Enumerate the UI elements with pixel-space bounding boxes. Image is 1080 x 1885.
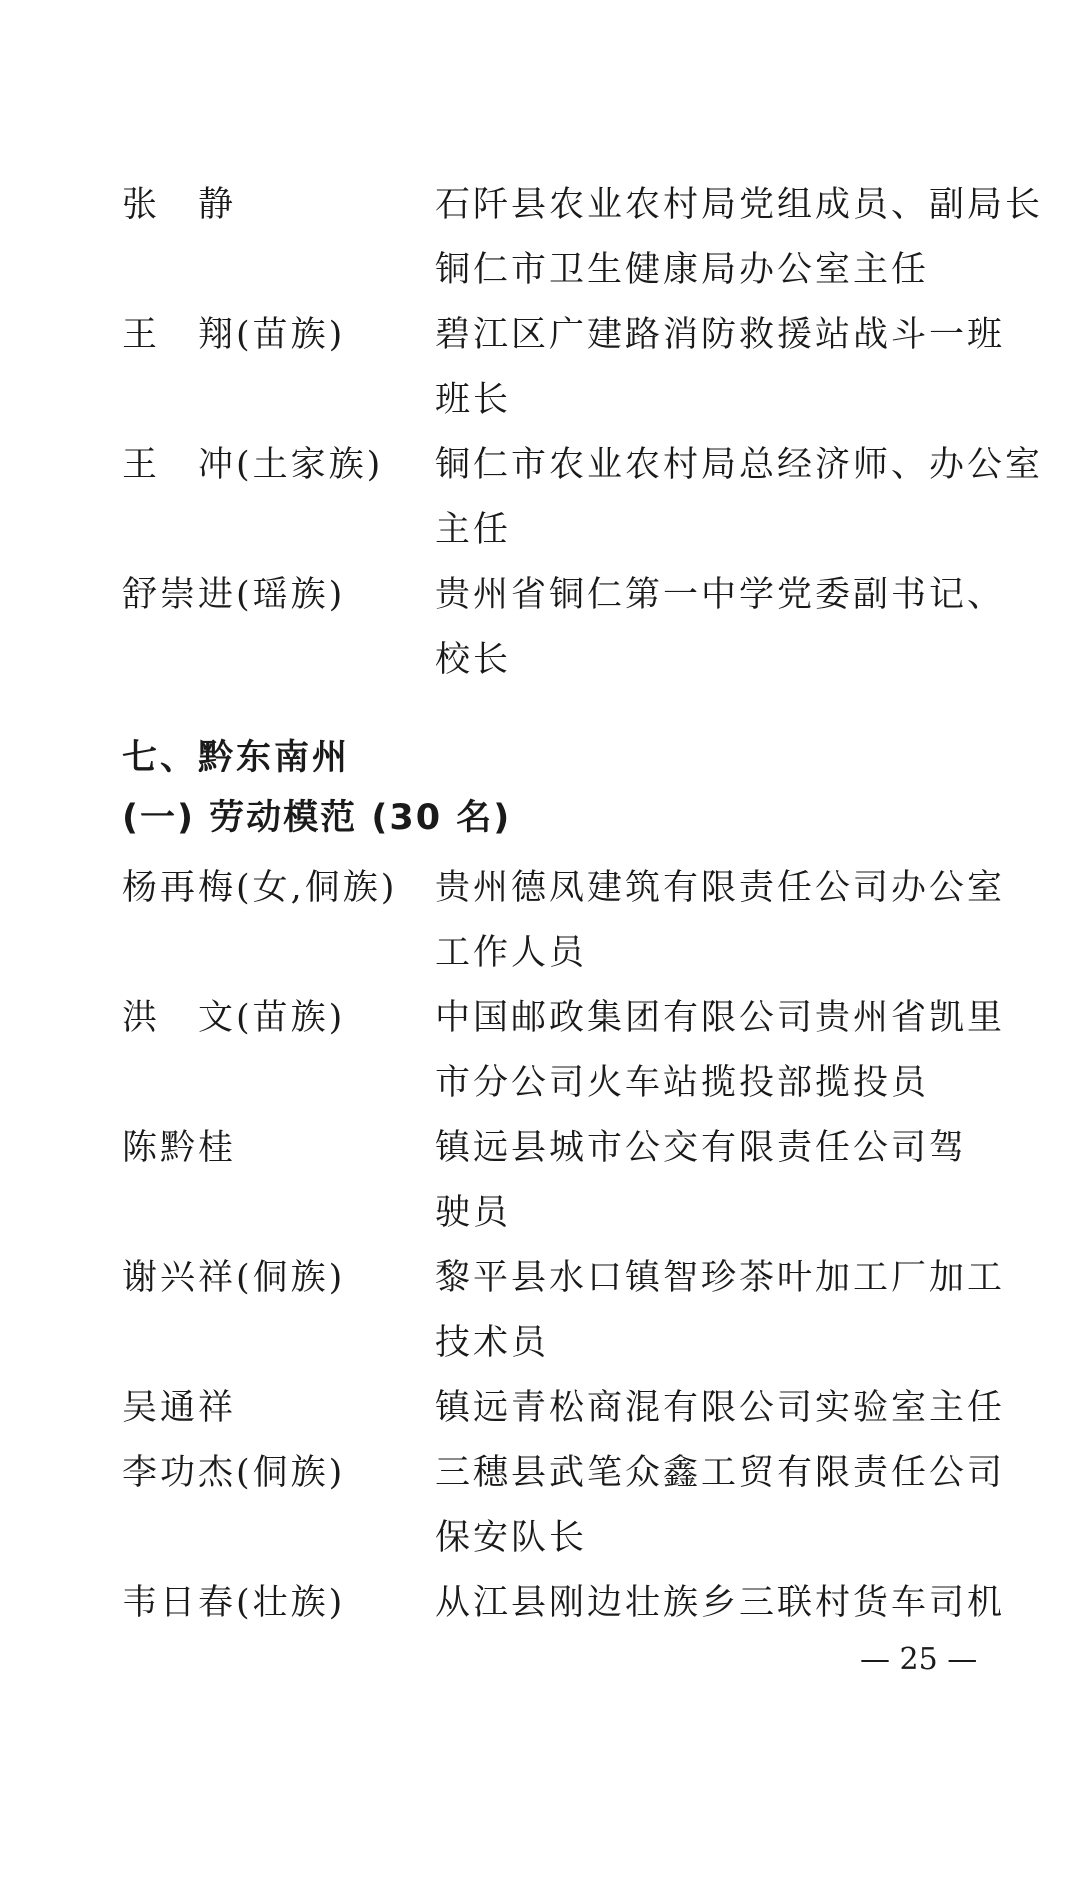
position-line: 班长 xyxy=(435,380,512,420)
person-position xyxy=(435,998,1015,1128)
position-line: 驶员 xyxy=(435,1193,512,1233)
position-line: 碧江区广建路消防救援站战斗一班 xyxy=(435,315,1006,355)
person-name: 王 翔(苗族) xyxy=(122,315,346,355)
page-number: — 25 — xyxy=(860,1642,978,1677)
person-position xyxy=(435,185,1044,315)
person-name: 李功杰(侗族) xyxy=(122,1453,346,1493)
position-line: 铜仁市农业农村局总经济师、办公室 xyxy=(435,445,1044,485)
position-line: 三穗县武笔众鑫工贸有限责任公司 xyxy=(435,1453,1006,1493)
position-line: 技术员 xyxy=(435,1323,550,1363)
position-line: 镇远县城市公交有限责任公司驾 xyxy=(435,1128,968,1168)
person-position xyxy=(435,315,1015,445)
person-name: 舒崇进(瑶族) xyxy=(122,575,346,615)
sub-heading: (一) 劳动模范 (30 名) xyxy=(122,798,512,838)
position-line: 黎平县水口镇智珍茶叶加工厂加工 xyxy=(435,1258,1006,1298)
person-position xyxy=(435,868,1015,998)
person-position xyxy=(435,1453,1015,1583)
person-position xyxy=(435,1583,1015,1648)
person-name: 吴通祥 xyxy=(122,1388,237,1428)
person-position xyxy=(435,445,1044,575)
person-name: 陈黔桂 xyxy=(122,1128,237,1168)
position-line: 镇远青松商混有限公司实验室主任 xyxy=(435,1388,1006,1428)
person-name: 王 冲(土家族) xyxy=(122,445,384,485)
position-line: 保安队长 xyxy=(435,1518,588,1558)
person-position xyxy=(435,1258,1015,1388)
position-line: 市分公司火车站揽投部揽投员 xyxy=(435,1063,930,1103)
position-line: 主任 xyxy=(435,510,512,550)
position-line: 石阡县农业农村局党组成员、副局长 xyxy=(435,185,1044,225)
position-line: 贵州德凤建筑有限责任公司办公室 xyxy=(435,868,1006,908)
person-name: 张 静 xyxy=(122,185,237,225)
position-line: 校长 xyxy=(435,640,512,680)
section-heading: 七、黔东南州 xyxy=(122,737,351,778)
person-name: 韦日春(壮族) xyxy=(122,1583,346,1623)
person-position xyxy=(435,1128,1015,1258)
position-line: 从江县刚边壮族乡三联村货车司机 xyxy=(435,1583,1006,1623)
position-line: 工作人员 xyxy=(435,933,588,973)
person-name: 洪 文(苗族) xyxy=(122,998,346,1038)
person-name: 谢兴祥(侗族) xyxy=(122,1258,346,1298)
position-line: 中国邮政集团有限公司贵州省凯里 xyxy=(435,998,1006,1038)
position-line: 贵州省铜仁第一中学党委副书记、 xyxy=(435,575,1006,615)
person-position xyxy=(435,575,1015,705)
position-line: 铜仁市卫生健康局办公室主任 xyxy=(435,250,930,290)
person-name: 杨再梅(女,侗族) xyxy=(122,868,398,908)
person-position xyxy=(435,1388,1015,1453)
